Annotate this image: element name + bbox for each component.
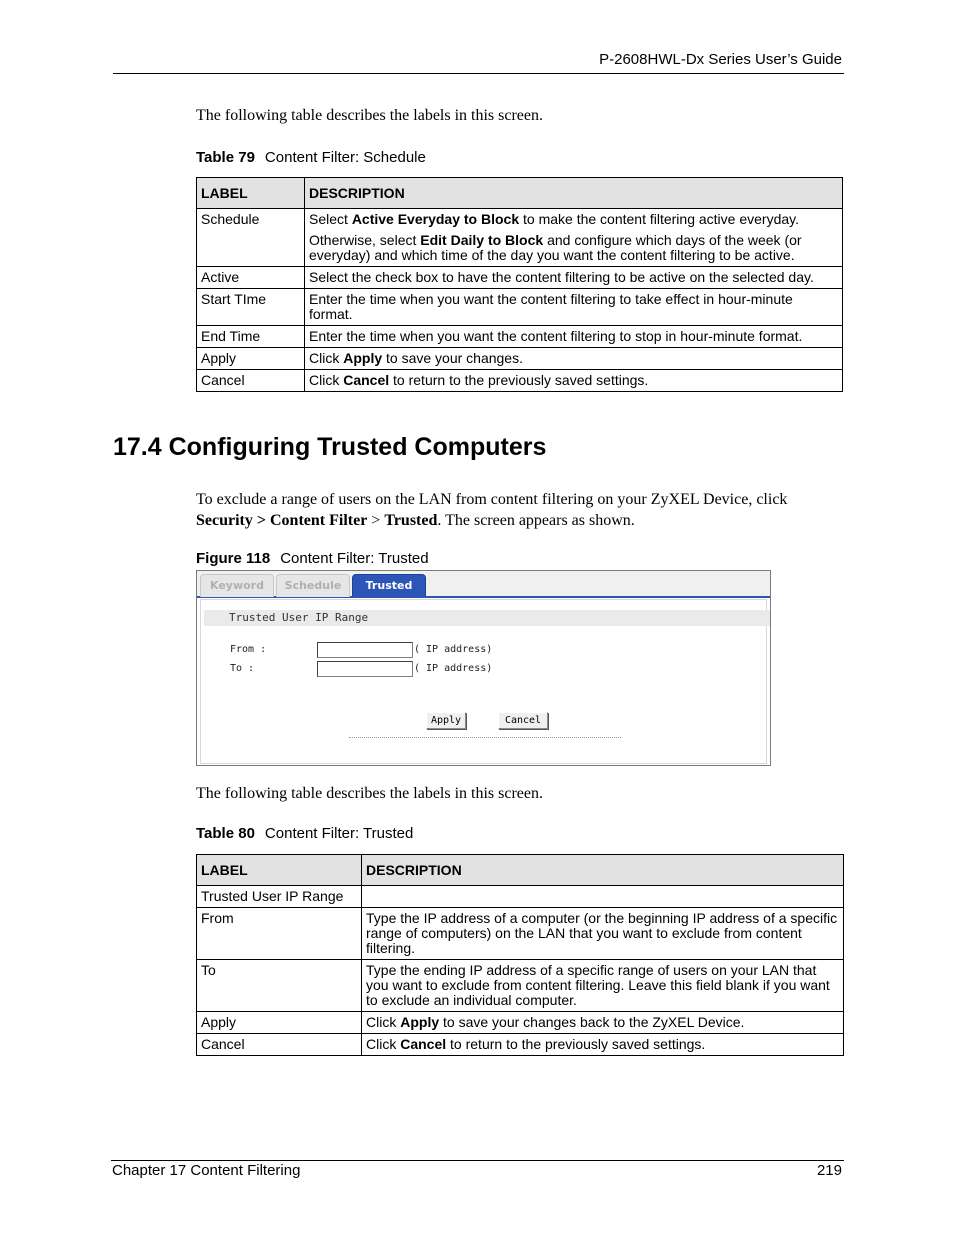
from-ip-input[interactable] xyxy=(317,642,413,658)
row-label: Apply xyxy=(197,348,305,370)
cancel-button[interactable]: Cancel xyxy=(498,712,548,729)
row-description: Select Active Everyday to Block to make the content filtering active everyday. Otherwise, select Edit Daily to Block and configure which days of the week (or everyday) and which time of the day you want the content filtering to be active. xyxy=(305,209,843,267)
row-label: To xyxy=(197,960,362,1012)
trusted-screenshot xyxy=(196,570,771,766)
intro-paragraph-1: The following table describes the labels in this screen. xyxy=(196,107,544,124)
row-description: Click Cancel to return to the previously saved settings. xyxy=(305,370,843,392)
from-label: From : xyxy=(230,644,267,655)
table-80-caption-text: Content Filter: Trusted xyxy=(264,825,414,842)
table-row xyxy=(197,908,844,960)
page-number: 219 xyxy=(816,1162,842,1179)
header-description: DESCRIPTION xyxy=(362,855,844,886)
figure-118-caption xyxy=(196,550,429,567)
row-label: End Time xyxy=(197,326,305,348)
table-row xyxy=(197,348,843,370)
row-label: Schedule xyxy=(197,209,305,267)
table-row xyxy=(197,886,844,908)
row-description: Click Apply to save your changes. xyxy=(305,348,843,370)
table-header-row xyxy=(197,855,844,886)
table-row xyxy=(197,289,843,326)
from-ip-hint: ( IP address) xyxy=(414,644,493,655)
row-label: Cancel xyxy=(197,370,305,392)
running-header-title: P-2608HWL-Dx Series User’s Guide xyxy=(599,51,842,68)
table-header-row xyxy=(197,178,843,209)
row-description xyxy=(362,886,844,908)
row-label: From xyxy=(197,908,362,960)
table-row xyxy=(197,1012,844,1034)
intro-paragraph-2: The following table describes the labels in this screen. xyxy=(196,785,544,802)
tab-schedule[interactable]: Schedule xyxy=(276,574,350,597)
section-heading: 17.4 Configuring Trusted Computers xyxy=(113,433,547,461)
table-79 xyxy=(196,177,843,392)
row-description: Select the check box to have the content filtering to be active on the selected day. xyxy=(305,267,843,289)
tab-keyword[interactable]: Keyword xyxy=(200,574,274,597)
row-label: Start TIme xyxy=(197,289,305,326)
header-rule xyxy=(113,73,844,74)
trusted-panel xyxy=(200,599,767,764)
footer-chapter: Chapter 17 Content Filtering xyxy=(112,1162,301,1179)
header-description: DESCRIPTION xyxy=(305,178,843,209)
table-79-caption-text: Content Filter: Schedule xyxy=(264,149,426,166)
table-row xyxy=(197,267,843,289)
row-label: Apply xyxy=(197,1012,362,1034)
tab-trusted[interactable]: Trusted xyxy=(352,574,426,597)
table-79-caption-number: Table 79 xyxy=(196,149,255,166)
table-row xyxy=(197,326,843,348)
row-description: Click Apply to save your changes back to the ZyXEL Device. xyxy=(362,1012,844,1034)
table-row xyxy=(197,370,843,392)
row-description: Type the IP address of a computer (or the beginning IP address of a specific range of computers) on the LAN that you want to exclude from content filtering. xyxy=(362,908,844,960)
figure-118-caption-number: Figure 118 xyxy=(196,550,271,567)
table-row xyxy=(197,209,843,267)
to-ip-input[interactable] xyxy=(317,661,413,677)
row-description: Enter the time when you want the content filtering to stop in hour-minute format. xyxy=(305,326,843,348)
header-label: LABEL xyxy=(197,855,362,886)
row-description: Click Cancel to return to the previously saved settings. xyxy=(362,1034,844,1056)
table-80 xyxy=(196,854,844,1056)
table-79-caption xyxy=(196,149,426,166)
row-label: Active xyxy=(197,267,305,289)
table-row xyxy=(197,960,844,1012)
divider-dotted xyxy=(349,737,621,738)
row-label: Trusted User IP Range xyxy=(197,886,362,908)
row-label: Cancel xyxy=(197,1034,362,1056)
footer-rule xyxy=(111,1160,844,1161)
table-80-caption xyxy=(196,825,413,842)
to-label: To : xyxy=(230,663,255,674)
tab-bar xyxy=(197,571,770,598)
table-80-caption-number: Table 80 xyxy=(196,825,255,842)
apply-button[interactable]: Apply xyxy=(426,712,466,729)
figure-118-caption-text: Content Filter: Trusted xyxy=(280,550,429,567)
group-title-trusted-user-ip-range: Trusted User IP Range xyxy=(204,610,770,626)
row-description: Type the ending IP address of a specific range of users on your LAN that you want to exclude from content filtering. Leave this field blank if you want to exclude an individual computer. xyxy=(362,960,844,1012)
row-description: Enter the time when you want the content filtering to take effect in hour-minute format. xyxy=(305,289,843,326)
section-paragraph: To exclude a range of users on the LAN from content filtering on your ZyXEL Device, click Security > Content Filter > Trusted. The screen appears as shown. xyxy=(196,491,788,529)
to-ip-hint: ( IP address) xyxy=(414,663,493,674)
header-label: LABEL xyxy=(197,178,305,209)
table-row xyxy=(197,1034,844,1056)
